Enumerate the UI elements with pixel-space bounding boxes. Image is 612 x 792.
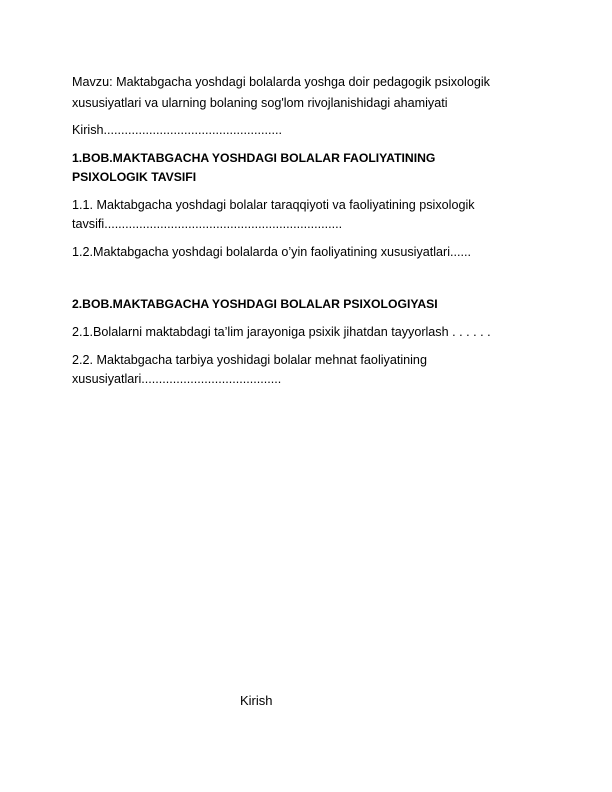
toc-section-2-2: 2.2. Maktabgacha tarbiya yoshidagi bolalar mehnat faoliyatining xususiyatlari........................................ xyxy=(72,353,427,386)
toc-section-1-1: 1.1. Maktabgacha yoshdagi bolalar taraqqiyoti va faoliyatining psixologik tavsifi.................................................................... xyxy=(72,198,475,231)
toc-section-1-2: 1.2.Maktabgacha yoshdagi bolalarda o’yin faoliyatining xususiyatlari...... xyxy=(72,245,472,259)
toc-intro: Kirish................................................... xyxy=(72,123,282,137)
topic-line: Mavzu: Maktabgacha yoshdagi bolalarda yoshga doir pedagogik psixologik xususiyatlari va ularning bolaning sog'lom rivojlanishidagi ahamiyati xyxy=(72,75,490,110)
blank-line xyxy=(72,271,512,295)
toc-section-2-1: 2.1.Bolalarni maktabdagi ta’lim jarayoniga psixik jihatdan tayyorlash . . . . . . xyxy=(72,325,491,339)
page-content xyxy=(72,72,512,398)
next-section-heading: Kirish xyxy=(240,693,273,708)
chapter-1-heading: 1.BOB.MAKTABGACHA YOSHDAGI BOLALAR FAOLIYATINING PSIXOLOGIK TAVSIFI xyxy=(72,151,436,184)
chapter-2-heading: 2.BOB.MAKTABGACHA YOSHDAGI BOLALAR PSIXOLOGIYASI xyxy=(72,297,438,311)
